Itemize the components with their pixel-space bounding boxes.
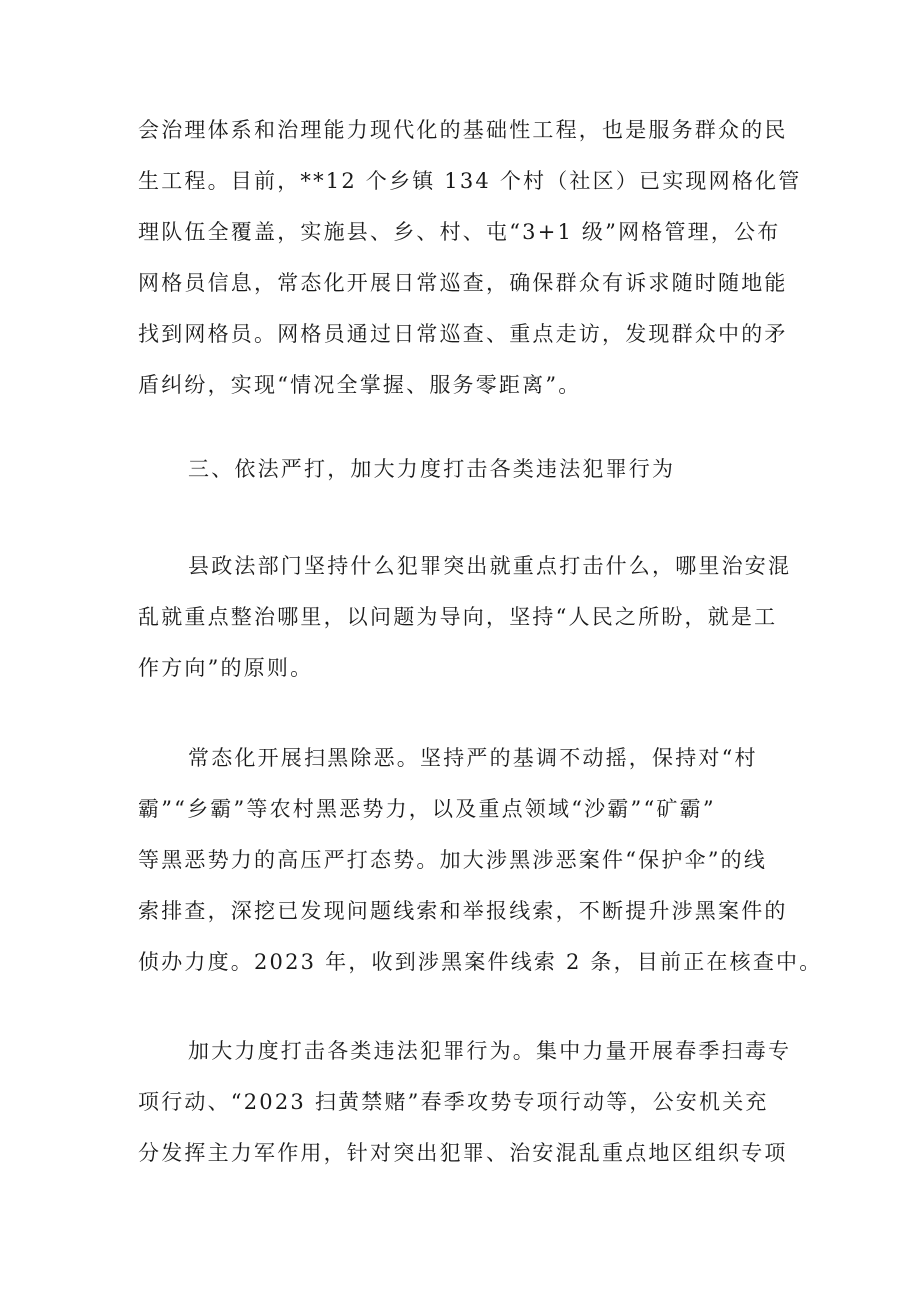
text-line: 盾纠纷，实现“情况全掌握、服务零距离”。 [138, 373, 582, 397]
text-line: 索排查，深挖已发现问题线索和举报线索，不断提升涉黑案件的 [138, 899, 788, 923]
text-line: 霸”“乡霸”等农村黑恶势力，以及重点领域“沙霸”“矿霸” [138, 797, 716, 821]
text-line: 网格员信息，常态化开展日常巡查，确保群众有诉求随时随地能 [138, 271, 788, 295]
text-line: 生工程。目前，**12 个乡镇 134 个村（社区）已实现网格化管 [138, 169, 802, 193]
text-line: 作方向”的原则。 [138, 656, 314, 680]
text-line: 常态化开展扫黑除恶。坚持严的基调不动摇，保持对“村 [188, 746, 758, 770]
paragraph-grid-management [138, 105, 802, 411]
text-line: 分发挥主力军作用，针对突出犯罪、治安混乱重点地区组织专项 [138, 1141, 788, 1165]
text-line: 等黑恶势力的高压严打态势。加大涉黑涉恶案件“保护伞”的线 [138, 848, 768, 872]
text-line: 会治理体系和治理能力现代化的基础性工程，也是服务群众的民 [138, 118, 788, 142]
text-line: 理队伍全覆盖，实施县、乡、村、屯“3+1 级”网格管理，公布 [138, 220, 781, 244]
section-heading: 三、依法严打，加大力度打击各类违法犯罪行为 [188, 457, 676, 481]
text-line: 加大力度打击各类违法犯罪行为。集中力量开展春季扫毒专 [188, 1039, 792, 1063]
paragraph-crime-crackdown [138, 1026, 792, 1179]
paragraph-anti-gang [138, 733, 823, 988]
text-line: 侦办力度。2023 年，收到涉黑案件线索 2 条，目前正在核查中。 [138, 950, 823, 974]
text-line: 项行动、“2023 扫黄禁赌”春季攻势专项行动等，公安机关充 [138, 1090, 769, 1114]
text-line: 找到网格员。网格员通过日常巡查、重点走访，发现群众中的矛 [138, 322, 788, 346]
paragraph-strike-principle [138, 541, 792, 694]
text-line: 县政法部门坚持什么犯罪突出就重点打击什么，哪里治安混 [188, 554, 792, 578]
text-line: 乱就重点整治哪里，以问题为导向，坚持“人民之所盼，就是工 [138, 605, 778, 629]
